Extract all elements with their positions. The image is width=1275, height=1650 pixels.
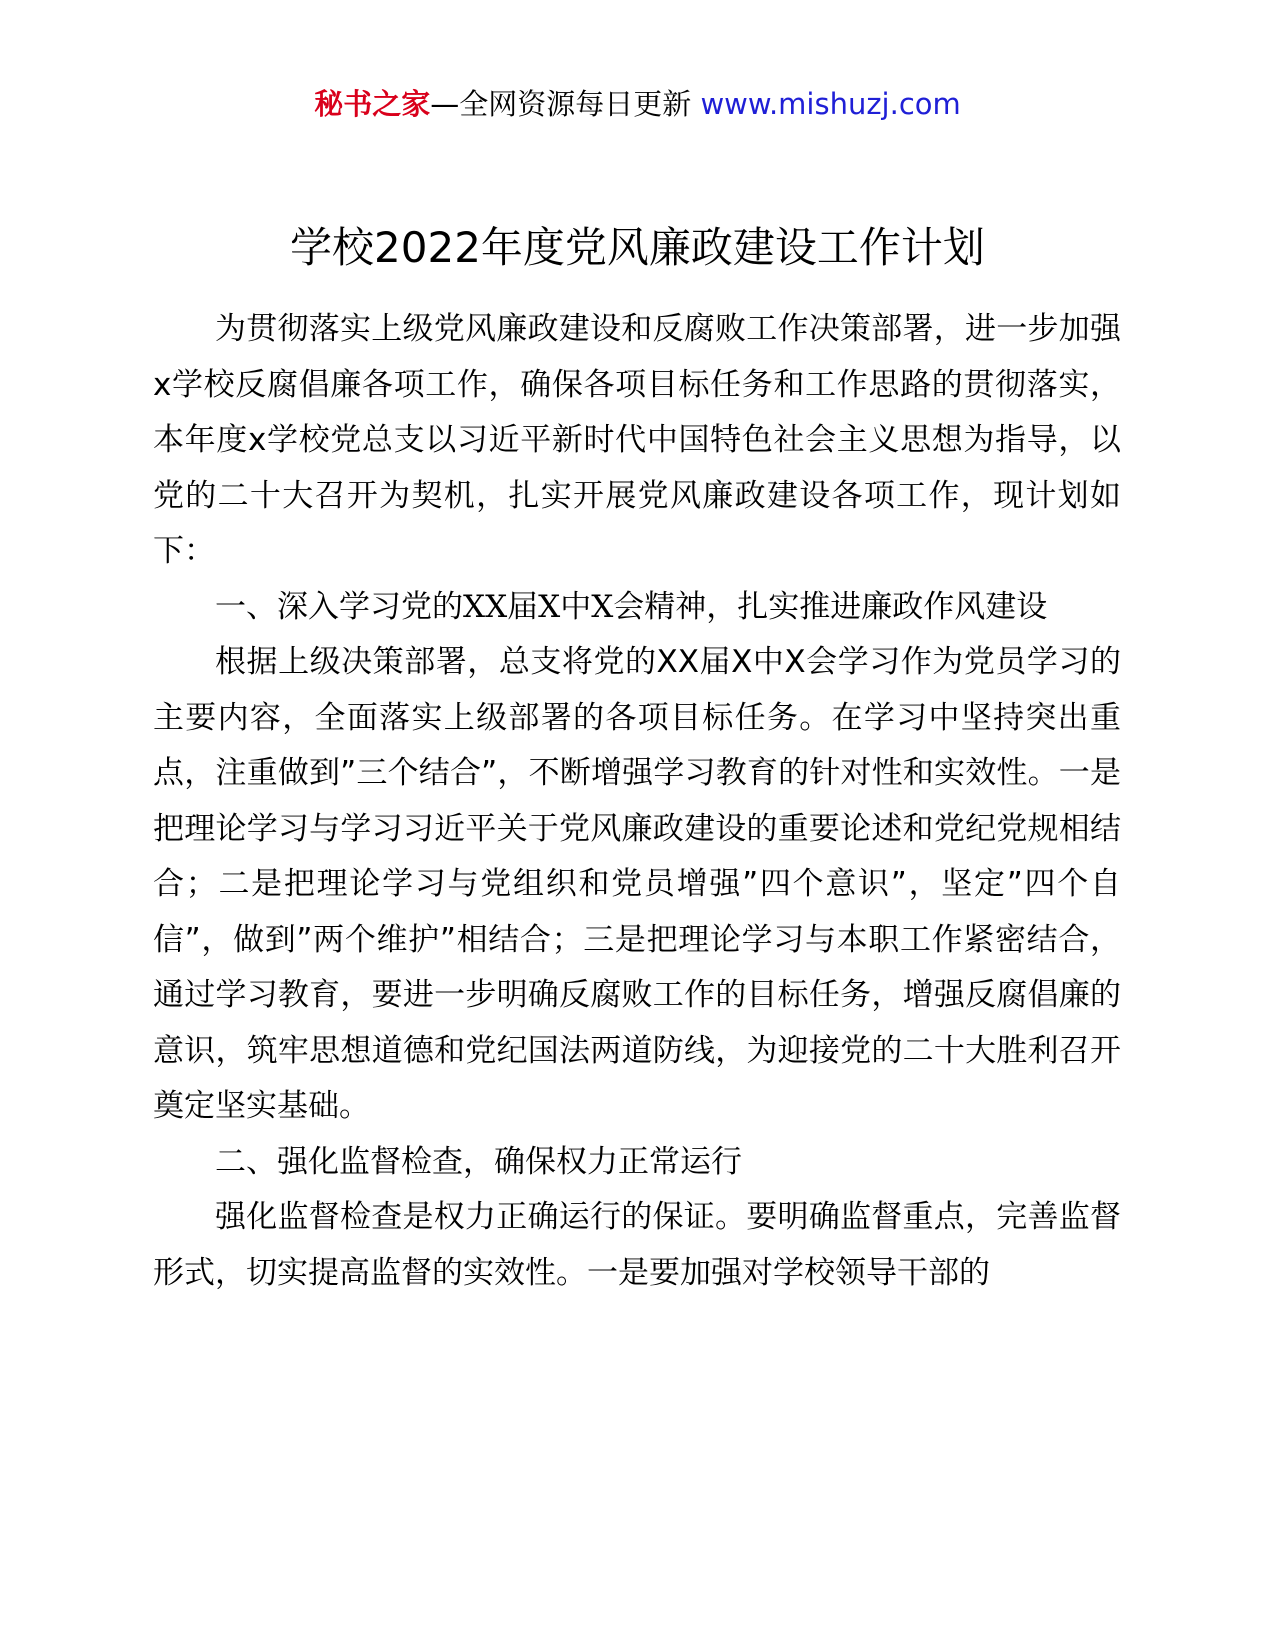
document-body — [153, 302, 1121, 1301]
section-paragraph-2: 强化监督检查是权力正确运行的保证。要明确监督重点，完善监督形式，切实提高监督的实效性。一是要加强对学校领导干部的 — [153, 1199, 1121, 1291]
site-header — [0, 84, 1275, 124]
section-heading-2: 二、强化监督检查，确保权力正常运行 — [215, 1143, 742, 1180]
document-title: 学校2022年度党风廉政建设工作计划 — [290, 223, 985, 272]
intro-paragraph: 为贯彻落实上级党风廉政建设和反腐败工作决策部署，进一步加强x学校反腐倡廉各项工作，确保各项目标任务和工作思路的贯彻落实，本年度x学校党总支以习近平新时代中国特色社会主义思想为指导，以党的二十大召开为契机，扎实开展党风廉政建设各项工作，现计划如下： — [153, 311, 1121, 569]
section-heading-1: 一、深入学习党的XX届X中X会精神，扎实推进廉政作风建设 — [215, 588, 1048, 625]
site-brand: 秘书之家 — [314, 87, 431, 121]
site-url-link[interactable]: www.mishuzj.com — [700, 87, 961, 121]
section-paragraph-1: 根据上级决策部署，总支将党的XX届X中X会学习作为党员学习的主要内容，全面落实上级部署的各项目标任务。在学习中坚持突出重点，注重做到”三个结合”，不断增强学习教育的针对性和实效性。一是把理论学习与学习习近平关于党风廉政建设的重要论述和党纪党规相结合；二是把理论学习与党组织和党员增强”四个意识”，坚定”四个自信”，做到”两个维护”相结合；三是把理论学习与本职工作紧密结合，通过学习教育，要进一步明确反腐败工作的目标任务，增强反腐倡廉的意识，筑牢思想道德和党纪国法两道防线，为迎接党的二十大胜利召开奠定坚实基础。 — [153, 644, 1121, 1124]
site-slogan: —全网资源每日更新 — [430, 87, 692, 121]
